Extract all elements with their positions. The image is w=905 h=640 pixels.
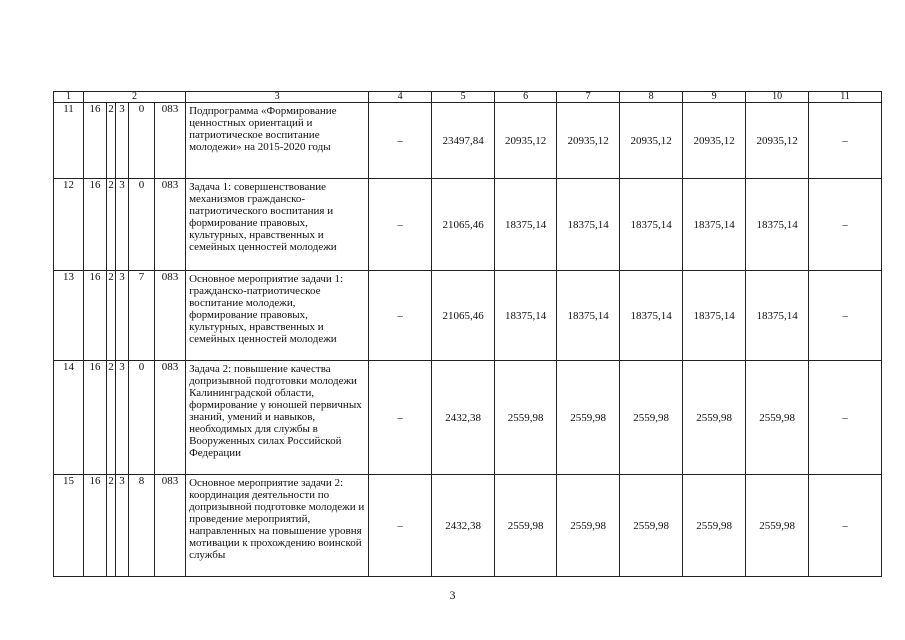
code-cell: 2 <box>107 179 116 271</box>
value-cell: 20935,12 <box>620 103 683 179</box>
column-4-cell: – <box>369 103 432 179</box>
description-cell: Задача 1: совершенствование механизмов гражданско-патриотического воспитания и формирование правовых, культурных, нравственных и семейных ценностей молодежи <box>186 179 369 271</box>
header-cell-2: 2 <box>84 92 186 103</box>
value-cell: 20935,12 <box>746 103 809 179</box>
header-cell-8: 8 <box>620 92 683 103</box>
code-cell: 2 <box>107 271 116 361</box>
value-cell: 2432,38 <box>432 475 495 577</box>
table-row <box>54 179 882 271</box>
code-cell: 16 <box>84 179 107 271</box>
page-number: 3 <box>449 588 456 602</box>
table-header-row <box>54 92 882 103</box>
value-cell: 2559,98 <box>746 475 809 577</box>
code-cell: 16 <box>84 271 107 361</box>
value-cell: 2432,38 <box>432 361 495 475</box>
value-cell: 18375,14 <box>683 179 746 271</box>
description-cell: Основное мероприятие задачи 2: координация деятельности по допризывной подготовке молодежи и проведение мероприятий, направленных на повышение уровня мотивации к прохождению воинской службы <box>186 475 369 577</box>
value-cell: 2559,98 <box>620 361 683 475</box>
value-cell: 2559,98 <box>620 475 683 577</box>
code-cell: 083 <box>155 361 186 475</box>
code-cell: 3 <box>116 103 129 179</box>
row-number: 12 <box>54 179 84 271</box>
header-cell-7: 7 <box>557 92 620 103</box>
code-cell: 2 <box>107 103 116 179</box>
code-cell: 0 <box>129 179 155 271</box>
column-11-cell: – <box>809 271 882 361</box>
code-cell: 16 <box>84 361 107 475</box>
value-cell: 2559,98 <box>557 475 620 577</box>
budget-table <box>53 91 882 577</box>
code-cell: 3 <box>116 475 129 577</box>
header-cell-1: 1 <box>54 92 84 103</box>
value-cell: 18375,14 <box>746 179 809 271</box>
value-cell: 18375,14 <box>495 179 557 271</box>
value-cell: 2559,98 <box>557 361 620 475</box>
header-cell-4: 4 <box>369 92 432 103</box>
value-cell: 18375,14 <box>746 271 809 361</box>
code-cell: 3 <box>116 361 129 475</box>
code-cell: 8 <box>129 475 155 577</box>
code-cell: 2 <box>107 361 116 475</box>
header-cell-3: 3 <box>186 92 369 103</box>
header-cell-11: 11 <box>809 92 882 103</box>
code-cell: 3 <box>116 271 129 361</box>
value-cell: 2559,98 <box>683 361 746 475</box>
code-cell: 0 <box>129 361 155 475</box>
code-cell: 16 <box>84 103 107 179</box>
value-cell: 2559,98 <box>683 475 746 577</box>
value-cell: 20935,12 <box>495 103 557 179</box>
row-number: 14 <box>54 361 84 475</box>
header-cell-5: 5 <box>432 92 495 103</box>
value-cell: 18375,14 <box>620 271 683 361</box>
table-row <box>54 361 882 475</box>
row-number: 15 <box>54 475 84 577</box>
value-cell: 21065,46 <box>432 271 495 361</box>
code-cell: 083 <box>155 103 186 179</box>
code-cell: 3 <box>116 179 129 271</box>
code-cell: 083 <box>155 271 186 361</box>
row-number: 11 <box>54 103 84 179</box>
value-cell: 18375,14 <box>495 271 557 361</box>
value-cell: 20935,12 <box>683 103 746 179</box>
column-4-cell: – <box>369 361 432 475</box>
table-row <box>54 475 882 577</box>
value-cell: 2559,98 <box>495 361 557 475</box>
column-11-cell: – <box>809 179 882 271</box>
column-11-cell: – <box>809 361 882 475</box>
row-number: 13 <box>54 271 84 361</box>
header-cell-9: 9 <box>683 92 746 103</box>
column-11-cell: – <box>809 103 882 179</box>
value-cell: 18375,14 <box>620 179 683 271</box>
table-row <box>54 103 882 179</box>
value-cell: 18375,14 <box>557 271 620 361</box>
description-cell: Задача 2: повышение качества допризывной подготовки молодежи Калининградской области, формирование у юношей первичных знаний, умений и навыков, необходимых для службы в Вооруженных силах Российской Федерации <box>186 361 369 475</box>
column-4-cell: – <box>369 271 432 361</box>
description-cell: Основное мероприятие задачи 1: гражданско-патриотическое воспитание молодежи, формирование правовых, культурных, нравственных и семейных ценностей молодежи <box>186 271 369 361</box>
code-cell: 083 <box>155 179 186 271</box>
column-4-cell: – <box>369 475 432 577</box>
value-cell: 21065,46 <box>432 179 495 271</box>
value-cell: 18375,14 <box>557 179 620 271</box>
header-cell-6: 6 <box>495 92 557 103</box>
code-cell: 7 <box>129 271 155 361</box>
column-4-cell: – <box>369 179 432 271</box>
code-cell: 2 <box>107 475 116 577</box>
code-cell: 083 <box>155 475 186 577</box>
header-cell-10: 10 <box>746 92 809 103</box>
value-cell: 20935,12 <box>557 103 620 179</box>
value-cell: 2559,98 <box>746 361 809 475</box>
value-cell: 23497,84 <box>432 103 495 179</box>
column-11-cell: – <box>809 475 882 577</box>
value-cell: 18375,14 <box>683 271 746 361</box>
code-cell: 16 <box>84 475 107 577</box>
description-cell: Подпрограмма «Формирование ценностных ориентаций и патриотическое воспитание молодежи» на 2015-2020 годы <box>186 103 369 179</box>
table-row <box>54 271 882 361</box>
code-cell: 0 <box>129 103 155 179</box>
value-cell: 2559,98 <box>495 475 557 577</box>
